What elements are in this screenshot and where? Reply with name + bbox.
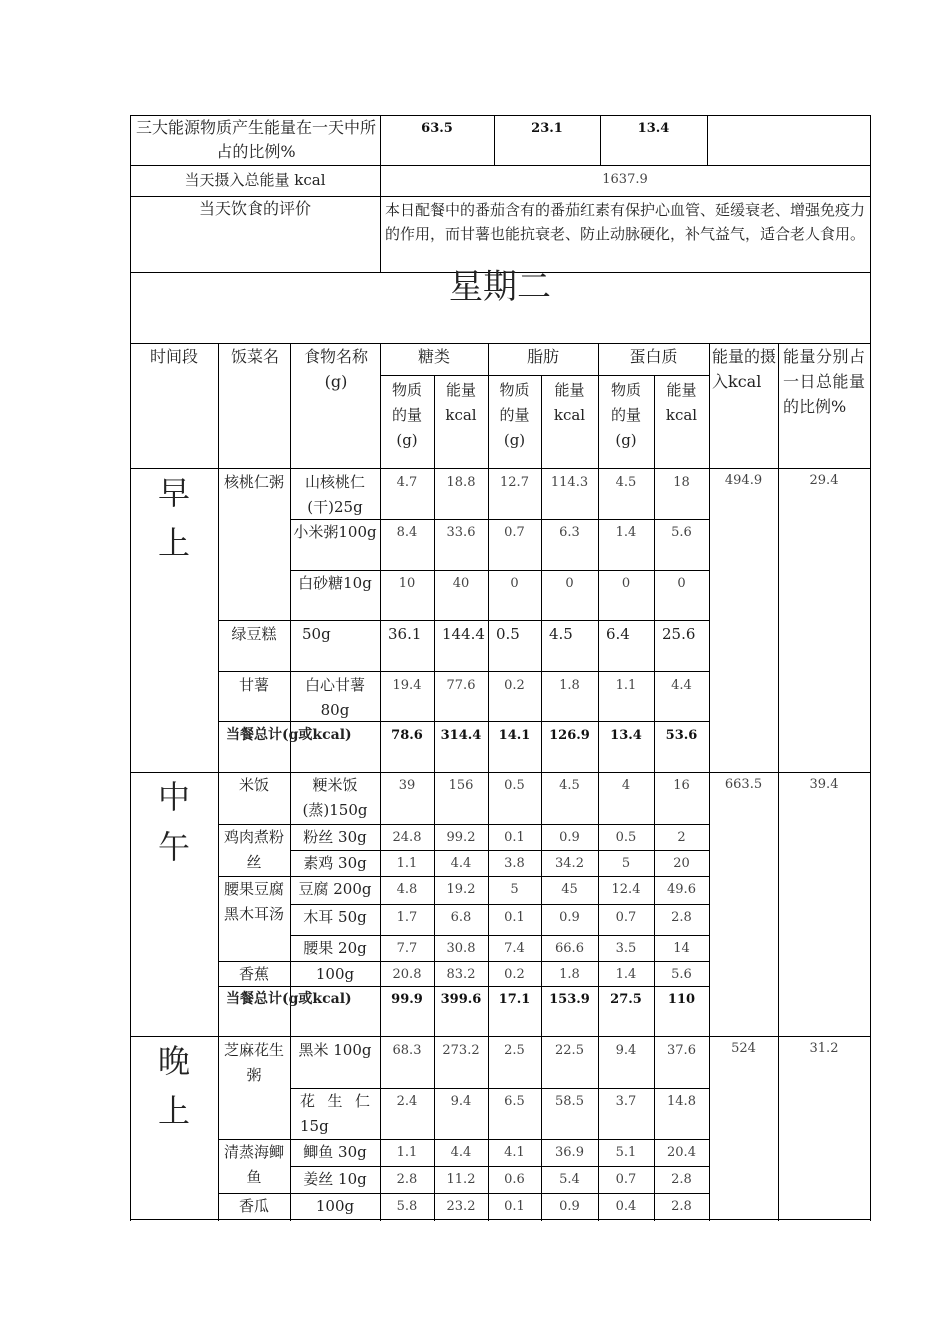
- evaluation-label: 当天饮食的评价: [198, 199, 311, 218]
- table-rule: [870, 272, 871, 1221]
- header-dish: 饭菜名: [230, 347, 279, 366]
- value-cell: 40: [452, 576, 470, 591]
- value-cell: 1.1: [615, 678, 637, 693]
- value-cell: 5.1: [615, 1145, 637, 1160]
- value-cell: 6.3: [559, 525, 580, 540]
- value-cell: 0.9: [559, 830, 580, 845]
- food-name: 山核桃仁(干)25g: [304, 473, 365, 516]
- value-cell: 4.4: [450, 856, 472, 871]
- value-cell: 4.8: [396, 882, 418, 897]
- table-rule: [870, 115, 871, 273]
- value-cell: 5.8: [396, 1199, 418, 1214]
- value-cell: 0.4: [615, 1199, 637, 1214]
- value-cell: 83.2: [446, 967, 476, 982]
- food-name: 粳米饭(蒸)150g: [302, 776, 368, 819]
- food-name: 鲫鱼 30g: [303, 1143, 367, 1161]
- value-cell: 16: [673, 778, 690, 793]
- value-cell: 3.7: [615, 1094, 637, 1109]
- header-fat-energy: 能量kcal: [553, 381, 586, 424]
- meal-total-label: 当餐总计(g或kcal): [226, 727, 352, 743]
- dish-name: 腰果豆腐黑木耳汤: [223, 880, 284, 923]
- value-cell: 273.2: [442, 1043, 480, 1058]
- value-cell: 0.9: [559, 910, 580, 925]
- header-time: 时间段: [149, 347, 198, 366]
- value-cell: 30.8: [446, 941, 476, 956]
- value-cell: 1.8: [559, 967, 580, 982]
- value-cell: 36.1: [388, 625, 422, 643]
- evaluation-text: 本日配餐中的番茄含有的番茄红素有保护心血管、延缓衰老、增强免疫力的作用，而甘薯也能抗衰老、防止动脉硬化，补气益气，适合老人食用。: [385, 201, 866, 243]
- value-cell: 0.2: [504, 678, 525, 693]
- table-rule: [130, 1219, 871, 1220]
- ratio-value: 23.1: [531, 121, 563, 136]
- food-name: 粉丝 30g: [303, 828, 367, 846]
- value-cell: 4.5: [615, 475, 637, 490]
- meal-ratio: 31.2: [809, 1041, 839, 1056]
- value-cell: 1.8: [559, 678, 580, 693]
- total-value: 17.1: [498, 992, 531, 1007]
- table-rule: [218, 620, 710, 621]
- value-cell: 10: [398, 576, 416, 591]
- food-name: 花生仁15g: [300, 1092, 370, 1135]
- value-cell: 6.8: [450, 910, 472, 925]
- value-cell: 1.7: [396, 910, 418, 925]
- value-cell: 0.1: [504, 910, 525, 925]
- meal-total-label: 当餐总计(g或kcal): [226, 991, 352, 1007]
- value-cell: 0: [621, 576, 631, 591]
- meal-ratio: 39.4: [809, 777, 839, 792]
- value-cell: 19.4: [392, 678, 422, 693]
- total-value: 27.5: [610, 992, 642, 1007]
- meal-energy: 663.5: [724, 777, 763, 792]
- value-cell: 7.4: [504, 941, 525, 956]
- value-cell: 156: [448, 778, 474, 793]
- value-cell: 0.5: [615, 830, 637, 845]
- value-cell: 2.8: [396, 1172, 418, 1187]
- dish-name: 鸡肉煮粉丝: [223, 828, 284, 871]
- value-cell: 66.6: [555, 941, 584, 956]
- value-cell: 0.6: [504, 1172, 525, 1187]
- value-cell: 34.2: [555, 856, 584, 871]
- total-value: 78.6: [391, 728, 423, 743]
- value-cell: 4.4: [450, 1145, 472, 1160]
- value-cell: 0.2: [504, 967, 525, 982]
- total-value: 99.9: [391, 992, 423, 1007]
- total-value: 14.1: [498, 728, 531, 743]
- meal-energy: 494.9: [724, 473, 763, 488]
- total-value: 399.6: [440, 992, 482, 1007]
- header-meal-energy: 能量的摄入kcal: [712, 347, 777, 391]
- value-cell: 0.1: [504, 1199, 525, 1214]
- value-cell: 3.8: [504, 856, 525, 871]
- dish-name: 香蕉: [238, 965, 269, 983]
- total-value: 53.6: [665, 728, 698, 743]
- value-cell: 2.4: [396, 1094, 418, 1109]
- total-value: 153.9: [549, 992, 590, 1007]
- total-energy-label: 当天摄入总能量 kcal: [184, 171, 326, 189]
- value-cell: 20: [673, 856, 690, 871]
- value-cell: 9.4: [450, 1094, 472, 1109]
- value-cell: 2.8: [671, 1172, 692, 1187]
- value-cell: 12.7: [500, 475, 529, 490]
- value-cell: 5.4: [559, 1172, 580, 1187]
- value-cell: 2.8: [671, 910, 692, 925]
- value-cell: 24.8: [392, 830, 422, 845]
- value-cell: 0.9: [559, 1199, 580, 1214]
- value-cell: 39: [398, 778, 416, 793]
- ratio-label: 三大能源物质产生能量在一天中所占的比例%: [135, 118, 376, 161]
- meal-label: 晚上: [157, 1042, 190, 1130]
- meal-label: 早上: [157, 474, 190, 562]
- value-cell: 8.4: [396, 525, 418, 540]
- value-cell: 49.6: [667, 882, 696, 897]
- food-name: 白心甘薯80g: [304, 676, 365, 719]
- value-cell: 0.5: [504, 778, 525, 793]
- value-cell: 4.5: [549, 625, 573, 643]
- food-name: 100g: [315, 965, 355, 983]
- value-cell: 5: [510, 882, 519, 897]
- value-cell: 0.7: [615, 910, 637, 925]
- food-name: 木耳 50g: [303, 908, 367, 926]
- food-name: 素鸡 30g: [303, 854, 367, 872]
- value-cell: 12.4: [611, 882, 641, 897]
- ratio-value: 63.5: [421, 121, 453, 136]
- dish-name: 清蒸海鲫鱼: [223, 1143, 284, 1186]
- header-food: 食物名称(g): [303, 347, 368, 391]
- header-fat: 脂肪: [526, 347, 559, 366]
- header-sugar-mass: 物质的量(g): [391, 381, 422, 449]
- value-cell: 0: [565, 576, 574, 591]
- value-cell: 0: [510, 576, 519, 591]
- dish-name: 米饭: [238, 776, 269, 794]
- table-rule: [380, 375, 710, 376]
- value-cell: 20.8: [392, 967, 422, 982]
- total-value: 314.4: [440, 728, 482, 743]
- value-cell: 5.6: [671, 967, 692, 982]
- food-name: 姜丝 10g: [303, 1170, 367, 1188]
- value-cell: 1.1: [396, 1145, 418, 1160]
- meal-ratio: 29.4: [809, 473, 839, 488]
- total-energy-value: 1637.9: [602, 172, 648, 187]
- table-rule: [218, 671, 710, 672]
- value-cell: 14: [673, 941, 690, 956]
- dish-name: 绿豆糕: [231, 625, 277, 643]
- value-cell: 18.8: [446, 475, 476, 490]
- value-cell: 7.7: [396, 941, 418, 956]
- header-sugar-energy: 能量kcal: [445, 381, 477, 424]
- value-cell: 23.2: [446, 1199, 476, 1214]
- table-rule: [218, 721, 710, 722]
- value-cell: 25.6: [662, 625, 696, 643]
- value-cell: 144.4: [442, 625, 485, 643]
- table-rule: [218, 343, 219, 1221]
- value-cell: 0.5: [496, 625, 520, 643]
- value-cell: 20.4: [667, 1145, 696, 1160]
- value-cell: 2.5: [504, 1043, 525, 1058]
- dish-name: 香瓜: [238, 1197, 269, 1215]
- header-fat-mass: 物质的量(g): [499, 381, 530, 449]
- value-cell: 45: [561, 882, 578, 897]
- header-ratio: 能量分别占一日总能量的比例%: [783, 347, 865, 416]
- value-cell: 33.6: [446, 525, 476, 540]
- value-cell: 77.6: [446, 678, 476, 693]
- value-cell: 6.5: [504, 1094, 525, 1109]
- table-rule: [290, 343, 291, 1221]
- value-cell: 2: [677, 830, 686, 845]
- table-rule: [707, 115, 708, 166]
- value-cell: 0.1: [504, 830, 525, 845]
- value-cell: 0.7: [504, 525, 525, 540]
- value-cell: 22.5: [555, 1043, 584, 1058]
- value-cell: 114.3: [550, 475, 589, 490]
- value-cell: 3.5: [615, 941, 637, 956]
- food-name: 白砂糖10g: [298, 574, 372, 592]
- value-cell: 2.8: [671, 1199, 692, 1214]
- value-cell: 4.4: [671, 678, 692, 693]
- value-cell: 58.5: [555, 1094, 584, 1109]
- value-cell: 4.7: [396, 475, 418, 490]
- dish-name: 核桃仁粥: [223, 473, 284, 491]
- food-name: 100g: [315, 1197, 355, 1215]
- meal-label: 中午: [157, 778, 190, 866]
- total-value: 126.9: [549, 728, 590, 743]
- value-cell: 68.3: [392, 1043, 422, 1058]
- day-title: 星期二: [449, 267, 551, 307]
- value-cell: 1.1: [396, 856, 418, 871]
- food-name: 小米粥100g: [293, 523, 377, 541]
- total-value: 110: [667, 992, 696, 1007]
- food-name: 50g: [302, 625, 331, 643]
- value-cell: 0.7: [615, 1172, 637, 1187]
- header-sugar: 糖类: [417, 347, 450, 366]
- value-cell: 37.6: [667, 1043, 696, 1058]
- header-protein-mass: 物质的量(g): [610, 381, 641, 449]
- dish-name: 芝麻花生粥: [223, 1041, 284, 1084]
- header-protein: 蛋白质: [629, 347, 678, 366]
- value-cell: 5.6: [671, 525, 692, 540]
- value-cell: 6.4: [606, 625, 630, 643]
- header-protein-energy: 能量kcal: [665, 381, 698, 424]
- value-cell: 36.9: [555, 1145, 584, 1160]
- value-cell: 1.4: [615, 525, 637, 540]
- value-cell: 99.2: [446, 830, 476, 845]
- value-cell: 4.5: [559, 778, 580, 793]
- ratio-value: 13.4: [637, 121, 670, 136]
- value-cell: 0: [677, 576, 686, 591]
- value-cell: 11.2: [446, 1172, 476, 1187]
- value-cell: 18: [673, 475, 690, 490]
- meal-energy: 524: [731, 1041, 756, 1056]
- food-name: 腰果 20g: [303, 939, 367, 957]
- value-cell: 19.2: [446, 882, 476, 897]
- food-name: 黑米 100g: [298, 1041, 372, 1059]
- value-cell: 1.4: [615, 967, 637, 982]
- value-cell: 4.1: [504, 1145, 525, 1160]
- value-cell: 14.8: [667, 1094, 696, 1109]
- value-cell: 4: [621, 778, 631, 793]
- total-value: 13.4: [610, 728, 642, 743]
- value-cell: 9.4: [615, 1043, 637, 1058]
- value-cell: 5: [621, 856, 631, 871]
- dish-name: 甘薯: [238, 676, 269, 694]
- food-name: 豆腐 200g: [298, 880, 372, 898]
